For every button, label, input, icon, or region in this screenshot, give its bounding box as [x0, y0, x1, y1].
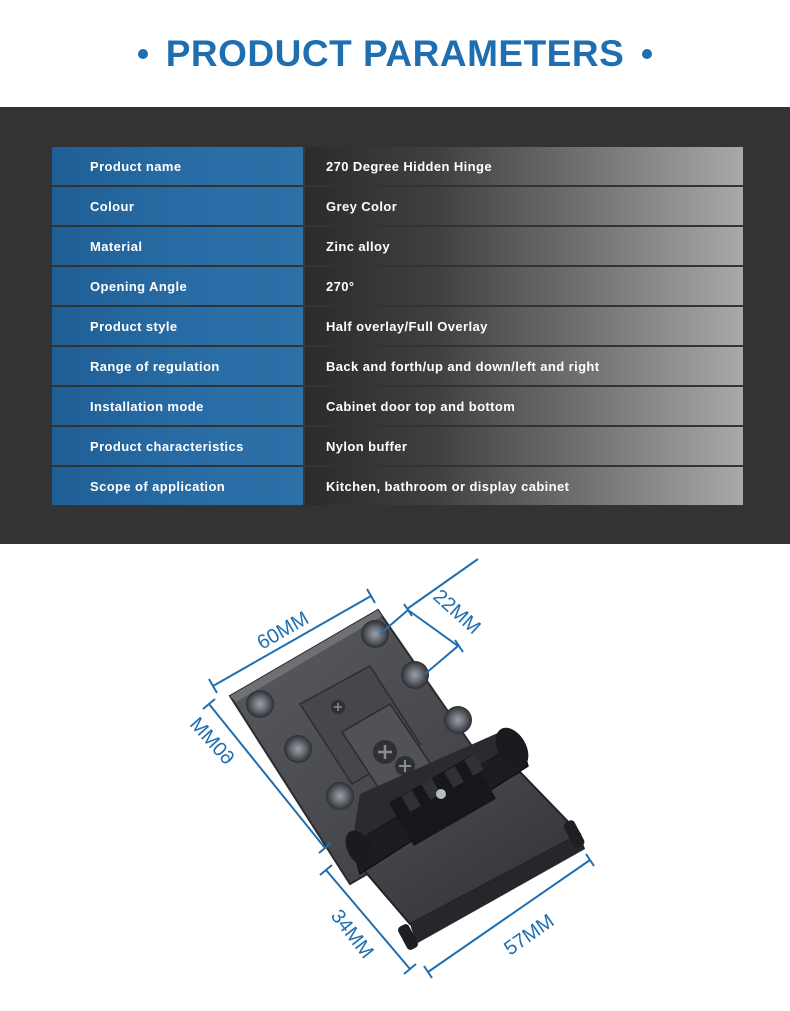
param-value: Nylon buffer	[305, 427, 743, 465]
bullet-dot-left	[138, 49, 148, 59]
table-row	[52, 427, 743, 465]
param-label: Product name	[52, 147, 303, 185]
param-label: Range of regulation	[52, 347, 303, 385]
dim-label-left-height: 60MM	[185, 713, 239, 770]
screw-hole	[326, 782, 354, 810]
param-label: Material	[52, 227, 303, 265]
param-value: Half overlay/Full Overlay	[305, 307, 743, 345]
screw-hole	[246, 690, 274, 718]
param-value: Cabinet door top and bottom	[305, 387, 743, 425]
table-row	[52, 307, 743, 345]
table-row	[52, 187, 743, 225]
param-label: Product characteristics	[52, 427, 303, 465]
table-row	[52, 147, 743, 185]
dim-label-bottom-width: 57MM	[500, 910, 559, 961]
parameters-section	[0, 107, 790, 544]
table-row	[52, 267, 743, 305]
param-value: Grey Color	[305, 187, 743, 225]
dim-label-top-width: 60MM	[253, 607, 313, 655]
param-value: 270°	[305, 267, 743, 305]
table-row	[52, 347, 743, 385]
param-value: Zinc alloy	[305, 227, 743, 265]
page-title: PRODUCT PARAMETERS	[165, 32, 625, 74]
param-value: Kitchen, bathroom or display cabinet	[305, 467, 743, 505]
param-label: Product style	[52, 307, 303, 345]
table-row	[52, 227, 743, 265]
screw-hole	[444, 706, 472, 734]
screw-hole	[284, 735, 312, 763]
product-dimension-diagram	[0, 544, 790, 1011]
param-label: Colour	[52, 187, 303, 225]
hinge-illustration	[0, 544, 790, 1011]
dim-label-bottom-depth: 34MM	[326, 905, 378, 963]
table-row	[52, 387, 743, 425]
param-label: Opening Angle	[52, 267, 303, 305]
parameters-table	[52, 147, 743, 505]
param-label: Installation mode	[52, 387, 303, 425]
dim-label-hole-spacing: 22MM	[428, 585, 485, 639]
page-header	[0, 0, 790, 107]
param-value: Back and forth/up and down/left and right	[305, 347, 743, 385]
table-row	[52, 467, 743, 505]
bullet-dot-right	[642, 49, 652, 59]
screw-hole	[361, 620, 389, 648]
param-value: 270 Degree Hidden Hinge	[305, 147, 743, 185]
param-label: Scope of application	[52, 467, 303, 505]
screw-hole	[401, 661, 429, 689]
